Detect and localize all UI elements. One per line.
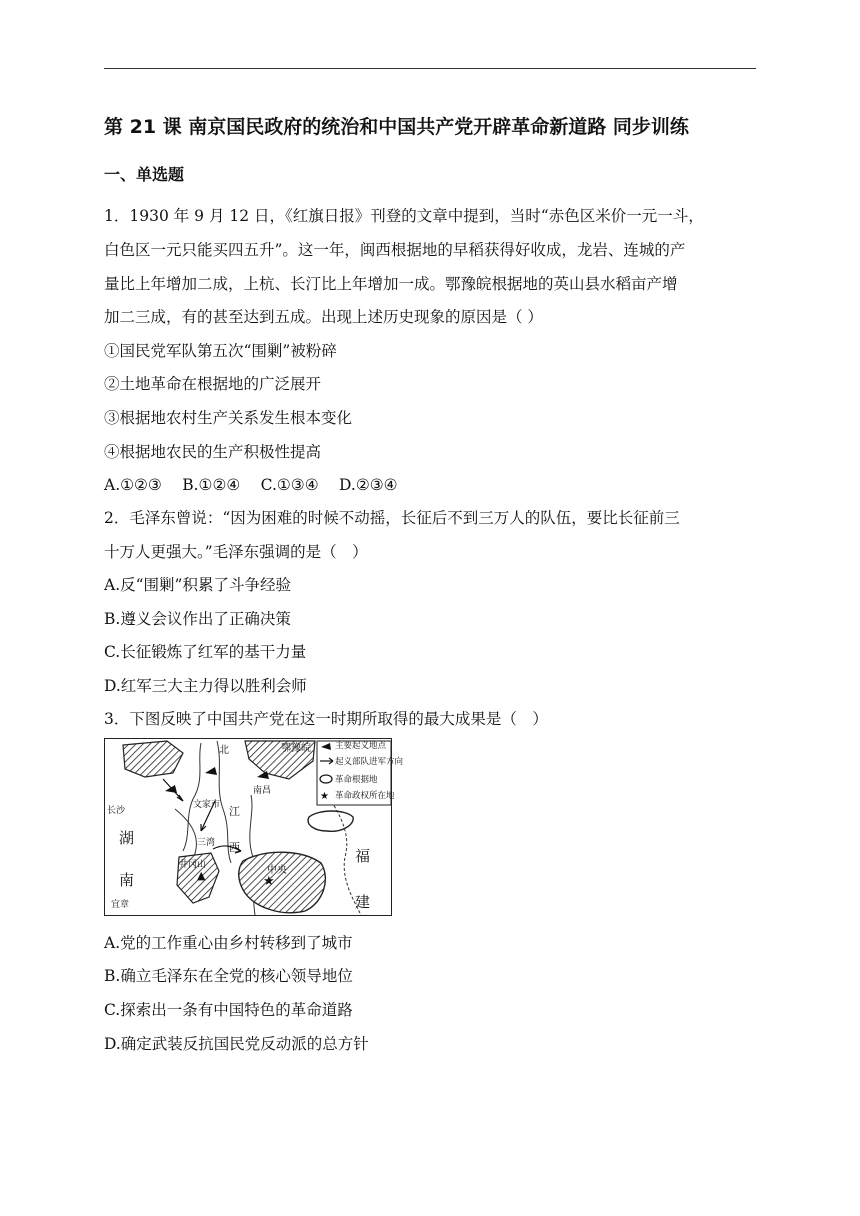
- map-label-north: 北: [219, 745, 229, 756]
- map-label-sanwan: 三湾: [197, 838, 216, 848]
- q3-option-d: D.确定武装反抗国民党反动派的总方针: [104, 1035, 369, 1053]
- section-heading: 一、单选题: [104, 165, 185, 184]
- q1-line-1: 1．1930 年 9 月 12 日，《红旗日报》刊登的文章中提到，当时“赤色区米价一元一斗，: [104, 207, 704, 225]
- uprising-marker: [257, 771, 269, 779]
- q2-option-b: B.遵义会议作出了正确决策: [104, 610, 291, 628]
- q3-stem: 3．下图反映了中国共产党在这一时期所取得的最大成果是（ ）: [104, 710, 548, 728]
- legend-item-3: 革命根据地: [335, 775, 378, 785]
- legend-item-2: 起义部队进军方向: [335, 757, 404, 767]
- q1-line-3: 量比上年增加二成，上杭、长汀比上年增加一成。鄂豫皖根据地的英山县水稻亩产增: [104, 275, 678, 293]
- q2-option-c: C.长征锻炼了红军的基干力量: [104, 643, 307, 661]
- header-rule: [104, 68, 756, 69]
- q2-line-1: 2．毛泽东曾说：“因为困难的时候不动摇，长征后不到三万人的队伍，要比长征前三: [104, 509, 680, 527]
- legend-item-4: 革命政权所在地: [335, 791, 395, 801]
- q1-item-3: ③根据地农村生产关系发生根本变化: [104, 409, 353, 427]
- base-area-central: [239, 852, 326, 913]
- svg-text:▲: ▲: [197, 869, 206, 882]
- base-area-northwest: [123, 741, 183, 777]
- map-label-fu: 福: [355, 847, 371, 865]
- map-label-yizhang: 宜章: [111, 900, 130, 910]
- map-label-nanchang: 南昌: [253, 786, 272, 796]
- map-label-eyuwan: 鄂豫皖: [281, 743, 311, 754]
- base-area-east: [308, 811, 353, 831]
- q3-option-c: C.探索出一条有中国特色的革命道路: [104, 1001, 353, 1019]
- q3-option-b: B.确立毛泽东在全党的核心领导地位: [104, 967, 353, 985]
- q1-item-4: ④根据地农民的生产积极性提高: [104, 443, 322, 461]
- map-label-changsha: 长沙: [107, 806, 126, 816]
- svg-text:★: ★: [320, 791, 329, 802]
- q1-options: A.①②③ B.①②④ C.①③④ D.②③④: [104, 476, 398, 494]
- revolution-map: [104, 738, 404, 916]
- page-title: 第 21 课 南京国民政府的统治和中国共产党开辟革命新道路 同步训练: [104, 116, 689, 138]
- map-label-jinggangshan: 井冈山: [179, 860, 207, 870]
- q2-line-2: 十万人更强大。”毛泽东强调的是（ ）: [104, 543, 368, 561]
- q1-line-2: 白色区一元只能买四五升”。这一年，闽西根据地的早稻获得好收成，龙岩、连城的产: [104, 241, 686, 259]
- map-label-jiang: 江: [229, 805, 240, 818]
- map-label-jian: 建: [355, 893, 371, 911]
- q2-option-a: A.反“围剿”积累了斗争经验: [104, 576, 291, 594]
- uprising-marker: [205, 767, 217, 775]
- map-label-xi: 西: [229, 841, 240, 854]
- q1-item-2: ②土地革命在根据地的广泛展开: [104, 375, 322, 393]
- government-star-icon: ★: [263, 874, 275, 889]
- q3-option-a: A.党的工作重心由乡村转移到了城市: [104, 934, 353, 952]
- map-label-wenjiashi: 文家市: [193, 800, 221, 810]
- map-label-nan: 南: [119, 871, 135, 889]
- q1-line-4: 加二三成，有的甚至达到五成。出现上述历史现象的原因是（ ）: [104, 308, 543, 326]
- map-label-hu: 湖: [119, 829, 135, 847]
- q1-item-1: ①国民党军队第五次“围剿”被粉碎: [104, 342, 337, 360]
- uprising-marker: [165, 785, 177, 793]
- map-label-zhongyang: 中央: [267, 865, 287, 876]
- legend-item-1: 主要起义地点: [335, 741, 387, 751]
- q2-option-d: D.红军三大主力得以胜利会师: [104, 677, 307, 695]
